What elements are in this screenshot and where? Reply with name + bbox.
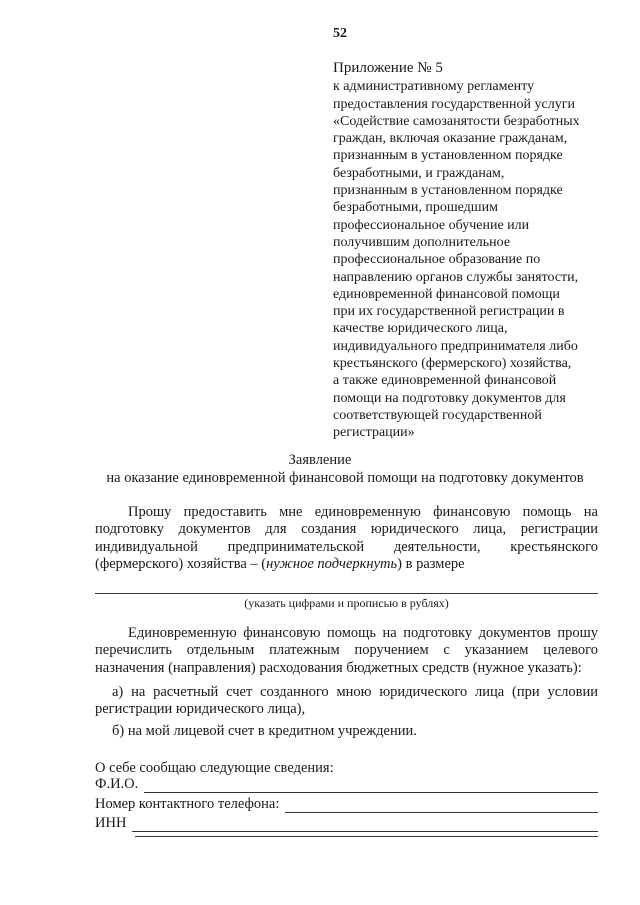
about-self-label: О себе сообщаю следующие сведения: — [95, 760, 334, 776]
request-paragraph — [95, 504, 598, 573]
inn-fill-line[interactable] — [132, 817, 598, 832]
statement-subtitle: на оказание единовременной финансовой помощи на подготовку документов — [106, 470, 584, 486]
phone-label: Номер контактного телефона: — [95, 796, 280, 812]
fio-fill-line[interactable] — [144, 778, 598, 793]
phone-field-row — [95, 795, 598, 813]
amount-fill-line[interactable] — [95, 593, 598, 594]
statement-title: Заявление — [288, 452, 352, 468]
fio-label: Ф.И.О. — [95, 776, 139, 792]
appendix-header — [333, 60, 623, 442]
appendix-title: Приложение № 5 — [333, 60, 443, 76]
option-b: б) на мой лицевой счет в кредитном учреждении. — [112, 723, 417, 739]
appendix-body: к административному регламенту предоставления государственной услуги «Содействие самозанятости безработных граждан, включая оказание гражданам, признанным в установленном порядке безработными, и гражданам, признанным в установленном порядке безработными, прошедшим профессиональное обучение или получившим дополнительное профессиональное образование по направлению органов службы занятости, единовременной финансовой помощи при их государственной регистрации в качестве юридического лица, индивидуального предпринимателя либо крестьянского (фермерского) хозяйства, а также единовременной финансовой помощи на подготовку документов для соответствующей государственной регистрации» — [333, 79, 580, 441]
inn-label: ИНН — [95, 815, 127, 831]
phone-fill-line[interactable] — [285, 798, 598, 813]
request-text-italic: нужное подчеркнуть — [266, 555, 398, 572]
fio-field-row — [95, 775, 598, 793]
extra-fill-line[interactable] — [135, 836, 598, 837]
amount-hint: (указать цифрами и прописью в рублях) — [244, 596, 449, 610]
page-number: 52 — [333, 26, 347, 41]
inn-field-row — [95, 814, 598, 832]
option-a: а) на расчетный счет созданного мною юридического лица (при условии регистрации юридического лица), — [95, 684, 598, 718]
request-text-end: ) в размере — [397, 555, 465, 572]
transfer-paragraph: Единовременную финансовую помощь на подготовку документов прошу перечислить отдельным платежным поручением с указанием целевого назначения (направления) расходования бюджетных средств (нужное указать): — [95, 625, 598, 676]
request-text-start: Прошу предоставить мне единовременную финансовую помощь на подготовку документов для создания юридического лица, регистрации индивидуальной предпринимательской деятельности, крестьянского (фермерского) хозяйства – ( — [95, 504, 598, 572]
